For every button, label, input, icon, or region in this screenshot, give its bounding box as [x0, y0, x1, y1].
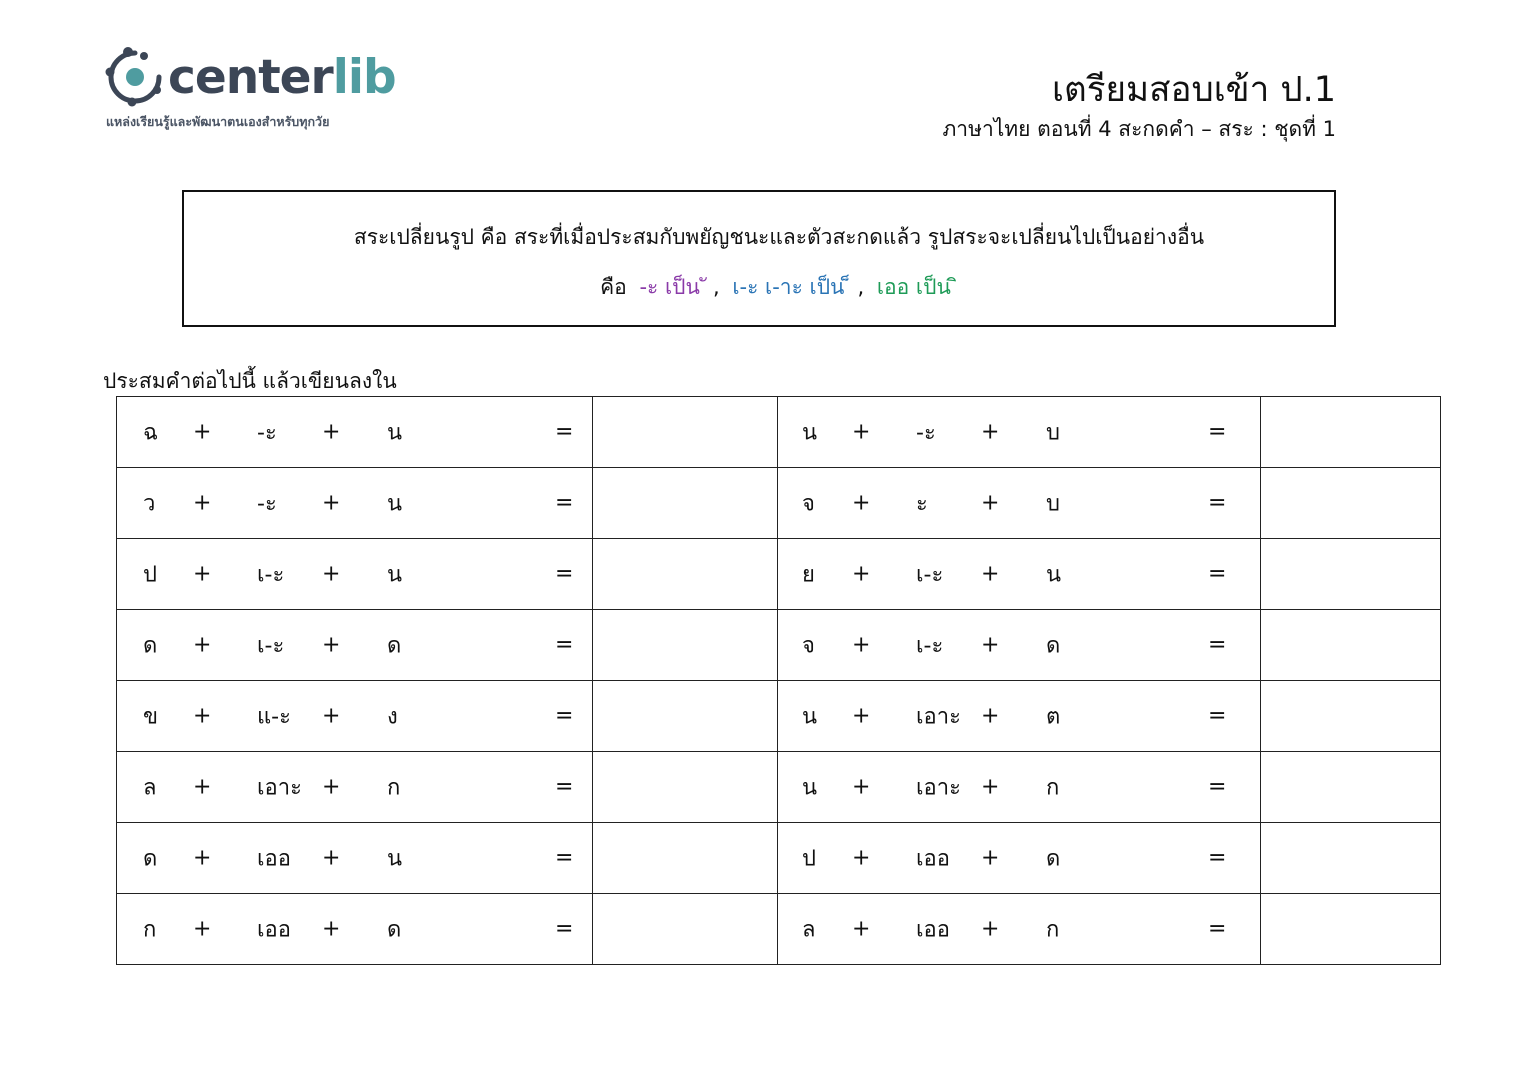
equation-cell-right: [778, 539, 1261, 610]
answer-box-left[interactable]: [593, 681, 778, 752]
equation-cell-left: [117, 823, 593, 894]
consonant: ล: [802, 917, 816, 943]
equation-cell-left: [117, 468, 593, 539]
plus-sign: +: [193, 916, 212, 942]
plus-sign: +: [981, 845, 1000, 871]
plus-sign: +: [852, 419, 871, 445]
vowel: ะ: [916, 491, 928, 517]
exercise-row: [117, 681, 1441, 752]
equals-sign: =: [555, 419, 574, 445]
plus-sign: +: [322, 632, 341, 658]
final-consonant: น: [1046, 562, 1062, 588]
logo: [104, 46, 394, 136]
final-consonant: บ: [1046, 420, 1060, 446]
logo-word-lib: lib: [332, 50, 396, 105]
consonant: ก: [143, 917, 157, 943]
equation-cell-right: [778, 752, 1261, 823]
centerlib-logo-icon: [104, 46, 166, 108]
equation-cell-right: [778, 397, 1261, 468]
rule-definition: สระเปลี่ยนรูป คือ สระที่เมื่อประสมกับพยัญชนะและตัวสะกดแล้ว รูปสระจะเปลี่ยนไปเป็นอย่างอื่น: [353, 225, 1205, 249]
equals-sign: =: [555, 561, 574, 587]
equation-cell-right: [778, 823, 1261, 894]
vowel: เออ: [916, 917, 950, 943]
worksheet-title: เตรียมสอบเข้า ป.1: [1052, 70, 1336, 110]
consonant: น: [802, 420, 818, 446]
equals-sign: =: [555, 845, 574, 871]
vowel: เอาะ: [257, 775, 302, 801]
equals-sign: =: [1208, 561, 1227, 587]
rule-item-sara-a: -ะ เป็น ั: [639, 275, 707, 299]
equation-cell-left: [117, 752, 593, 823]
equals-sign: =: [1208, 845, 1227, 871]
vowel: เ-ะ: [257, 633, 285, 659]
final-consonant: น: [387, 846, 403, 872]
answer-box-right[interactable]: [1261, 610, 1441, 681]
equation-cell-left: [117, 610, 593, 681]
final-consonant: ง: [387, 704, 398, 730]
rule-separator: ,: [712, 275, 720, 299]
equation-cell-left: [117, 539, 593, 610]
plus-sign: +: [852, 561, 871, 587]
equals-sign: =: [555, 632, 574, 658]
final-consonant: ต: [1046, 704, 1061, 730]
plus-sign: +: [322, 561, 341, 587]
equals-sign: =: [1208, 703, 1227, 729]
plus-sign: +: [193, 632, 212, 658]
consonant: ว: [143, 491, 156, 517]
rule-examples: [184, 272, 1334, 302]
equals-sign: =: [555, 774, 574, 800]
vowel: -ะ: [916, 420, 936, 446]
consonant: จ: [802, 633, 815, 659]
plus-sign: +: [981, 419, 1000, 445]
worksheet-header: [942, 66, 1336, 144]
plus-sign: +: [322, 774, 341, 800]
instruction-text: ประสมคำต่อไปนี้ แล้วเขียนลงใน: [103, 369, 397, 393]
plus-sign: +: [193, 845, 212, 871]
plus-sign: +: [852, 916, 871, 942]
equation-cell-left: [117, 894, 593, 965]
exercise-row: [117, 894, 1441, 965]
plus-sign: +: [193, 703, 212, 729]
answer-box-left[interactable]: [593, 610, 778, 681]
vowel: เ-ะ: [257, 562, 285, 588]
consonant: ป: [802, 846, 816, 872]
plus-sign: +: [852, 774, 871, 800]
logo-wordmark: [168, 48, 396, 108]
vowel: -ะ: [257, 420, 277, 446]
final-consonant: ก: [387, 775, 401, 801]
exercise-row: [117, 823, 1441, 894]
answer-box-right[interactable]: [1261, 894, 1441, 965]
logo-word-center: center: [168, 50, 333, 105]
answer-box-left[interactable]: [593, 539, 778, 610]
rule-item-sara-e: เ-ะ เ-าะ เป็น ็: [732, 275, 852, 299]
vowel: -ะ: [257, 491, 277, 517]
plus-sign: +: [852, 490, 871, 516]
vowel: แ-ะ: [257, 704, 291, 730]
exercise-row: [117, 610, 1441, 681]
final-consonant: น: [387, 562, 403, 588]
equals-sign: =: [555, 490, 574, 516]
plus-sign: +: [981, 632, 1000, 658]
consonant: ข: [143, 704, 159, 730]
final-consonant: ก: [1046, 775, 1060, 801]
vowel: เออ: [257, 917, 291, 943]
rule-box: [182, 190, 1336, 327]
equation-cell-right: [778, 894, 1261, 965]
vowel: เอาะ: [916, 704, 961, 730]
plus-sign: +: [852, 845, 871, 871]
worksheet-subtitle: ภาษาไทย ตอนที่ 4 สะกดคำ – สระ : ชุดที่ 1: [942, 117, 1336, 141]
exercise-row: [117, 752, 1441, 823]
answer-box-left[interactable]: [593, 397, 778, 468]
plus-sign: +: [981, 561, 1000, 587]
plus-sign: +: [193, 561, 212, 587]
consonant: ป: [143, 562, 157, 588]
equation-cell-right: [778, 468, 1261, 539]
answer-box-right[interactable]: [1261, 539, 1441, 610]
logo-tagline: แหล่งเรียนรู้และพัฒนาตนเองสำหรับทุกวัย: [106, 114, 330, 129]
vowel: เ-ะ: [916, 633, 944, 659]
final-consonant: ด: [1046, 633, 1061, 659]
equals-sign: =: [555, 916, 574, 942]
equals-sign: =: [1208, 632, 1227, 658]
plus-sign: +: [852, 703, 871, 729]
equals-sign: =: [1208, 774, 1227, 800]
answer-box-right[interactable]: [1261, 468, 1441, 539]
final-consonant: ด: [387, 917, 402, 943]
exercise-table: [116, 396, 1441, 965]
exercise-row: [117, 539, 1441, 610]
equals-sign: =: [1208, 419, 1227, 445]
plus-sign: +: [193, 490, 212, 516]
consonant: ล: [143, 775, 157, 801]
consonant: ย: [802, 562, 815, 588]
final-consonant: ก: [1046, 917, 1060, 943]
rule-separator: ,: [857, 275, 865, 299]
plus-sign: +: [981, 916, 1000, 942]
answer-box-left[interactable]: [593, 823, 778, 894]
answer-box-left[interactable]: [593, 894, 778, 965]
final-consonant: บ: [1046, 491, 1060, 517]
plus-sign: +: [852, 632, 871, 658]
consonant: ด: [143, 633, 158, 659]
answer-box-left[interactable]: [593, 752, 778, 823]
answer-box-left[interactable]: [593, 468, 778, 539]
equation-cell-left: [117, 397, 593, 468]
answer-box-right[interactable]: [1261, 681, 1441, 752]
final-consonant: ด: [387, 633, 402, 659]
plus-sign: +: [322, 490, 341, 516]
plus-sign: +: [981, 774, 1000, 800]
vowel: เออ: [916, 846, 950, 872]
vowel: เ-ะ: [916, 562, 944, 588]
plus-sign: +: [193, 419, 212, 445]
rule-prefix: คือ: [600, 275, 627, 299]
vowel: เอาะ: [916, 775, 961, 801]
exercise-row: [117, 468, 1441, 539]
equals-sign: =: [1208, 916, 1227, 942]
plus-sign: +: [322, 845, 341, 871]
final-consonant: น: [387, 420, 403, 446]
answer-box-right[interactable]: [1261, 752, 1441, 823]
plus-sign: +: [981, 703, 1000, 729]
equals-sign: =: [1208, 490, 1227, 516]
answer-box-right[interactable]: [1261, 397, 1441, 468]
equals-sign: =: [555, 703, 574, 729]
exercise-row: [117, 397, 1441, 468]
consonant: น: [802, 704, 818, 730]
final-consonant: น: [387, 491, 403, 517]
plus-sign: +: [322, 916, 341, 942]
consonant: ฉ: [143, 420, 158, 446]
plus-sign: +: [981, 490, 1000, 516]
consonant: น: [802, 775, 818, 801]
rule-item-sara-oe: เออ เป็น ิ: [876, 275, 958, 299]
equation-cell-left: [117, 681, 593, 752]
answer-box-right[interactable]: [1261, 823, 1441, 894]
final-consonant: ด: [1046, 846, 1061, 872]
equation-cell-right: [778, 610, 1261, 681]
vowel: เออ: [257, 846, 291, 872]
consonant: จ: [802, 491, 815, 517]
consonant: ด: [143, 846, 158, 872]
plus-sign: +: [322, 419, 341, 445]
plus-sign: +: [322, 703, 341, 729]
equation-cell-right: [778, 681, 1261, 752]
plus-sign: +: [193, 774, 212, 800]
